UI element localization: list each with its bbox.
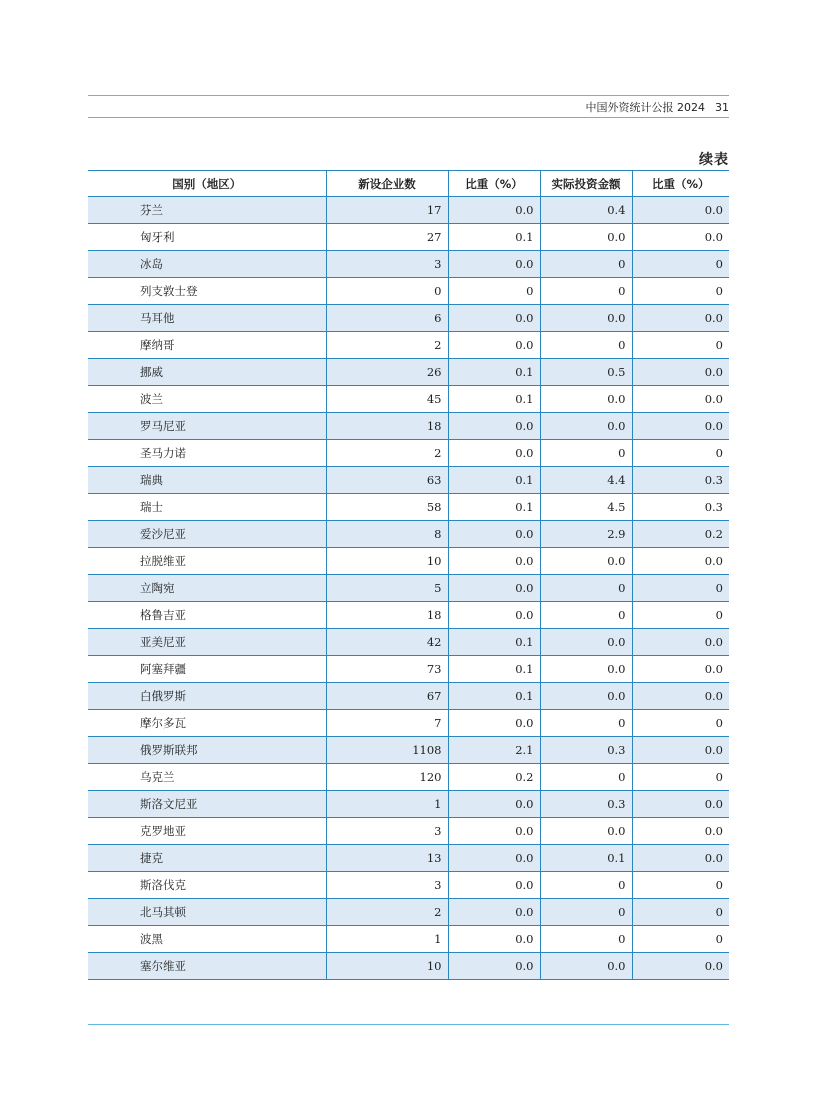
share-enterprises-cell: 0.0 [448, 332, 540, 359]
actual-investment-cell: 0 [540, 710, 632, 737]
country-cell: 爱沙尼亚 [88, 521, 326, 548]
new-enterprises-cell: 73 [326, 656, 448, 683]
new-enterprises-cell: 67 [326, 683, 448, 710]
share-enterprises-cell: 0.0 [448, 926, 540, 953]
new-enterprises-cell: 18 [326, 602, 448, 629]
new-enterprises-cell: 26 [326, 359, 448, 386]
country-cell: 马耳他 [88, 305, 326, 332]
new-enterprises-cell: 10 [326, 953, 448, 980]
country-cell: 斯洛伐克 [88, 872, 326, 899]
new-enterprises-cell: 42 [326, 629, 448, 656]
new-enterprises-cell: 63 [326, 467, 448, 494]
column-header-new-enterprises: 新设企业数 [326, 171, 448, 197]
table-row [88, 629, 729, 656]
actual-investment-cell: 0.0 [540, 953, 632, 980]
table-row [88, 413, 729, 440]
country-cell: 塞尔维亚 [88, 953, 326, 980]
country-cell: 罗马尼亚 [88, 413, 326, 440]
share-investment-cell: 0.0 [632, 413, 729, 440]
table-row [88, 494, 729, 521]
share-enterprises-cell: 0.0 [448, 575, 540, 602]
share-enterprises-cell: 0.0 [448, 791, 540, 818]
share-investment-cell: 0.0 [632, 197, 729, 224]
actual-investment-cell: 0.0 [540, 305, 632, 332]
new-enterprises-cell: 2 [326, 332, 448, 359]
actual-investment-cell: 0 [540, 332, 632, 359]
share-enterprises-cell: 0.0 [448, 899, 540, 926]
country-cell: 阿塞拜疆 [88, 656, 326, 683]
share-investment-cell: 0.3 [632, 467, 729, 494]
table-row [88, 305, 729, 332]
country-cell: 瑞典 [88, 467, 326, 494]
table-row [88, 710, 729, 737]
share-enterprises-cell: 0.1 [448, 224, 540, 251]
actual-investment-cell: 0.5 [540, 359, 632, 386]
actual-investment-cell: 0 [540, 440, 632, 467]
column-header-actual-investment: 实际投资金额 [540, 171, 632, 197]
share-investment-cell: 0.0 [632, 683, 729, 710]
table-row [88, 386, 729, 413]
share-investment-cell: 0.0 [632, 845, 729, 872]
country-cell: 立陶宛 [88, 575, 326, 602]
share-enterprises-cell: 0.0 [448, 602, 540, 629]
actual-investment-cell: 0.0 [540, 413, 632, 440]
table-row [88, 575, 729, 602]
share-enterprises-cell: 0.1 [448, 683, 540, 710]
new-enterprises-cell: 2 [326, 440, 448, 467]
new-enterprises-cell: 10 [326, 548, 448, 575]
actual-investment-cell: 0 [540, 575, 632, 602]
table-row [88, 818, 729, 845]
table-row [88, 440, 729, 467]
table-row [88, 845, 729, 872]
actual-investment-cell: 2.9 [540, 521, 632, 548]
table-row [88, 521, 729, 548]
new-enterprises-cell: 27 [326, 224, 448, 251]
table-row [88, 197, 729, 224]
share-enterprises-cell: 0 [448, 278, 540, 305]
column-header-share-enterprises: 比重（%） [448, 171, 540, 197]
share-enterprises-cell: 0.0 [448, 251, 540, 278]
country-cell: 格鲁吉亚 [88, 602, 326, 629]
share-investment-cell: 0 [632, 440, 729, 467]
table-row [88, 872, 729, 899]
share-investment-cell: 0.0 [632, 305, 729, 332]
new-enterprises-cell: 120 [326, 764, 448, 791]
share-investment-cell: 0 [632, 926, 729, 953]
new-enterprises-cell: 58 [326, 494, 448, 521]
share-investment-cell: 0.0 [632, 224, 729, 251]
actual-investment-cell: 0 [540, 872, 632, 899]
share-investment-cell: 0 [632, 278, 729, 305]
new-enterprises-cell: 3 [326, 818, 448, 845]
actual-investment-cell: 0.0 [540, 224, 632, 251]
actual-investment-cell: 0.3 [540, 737, 632, 764]
actual-investment-cell: 0.0 [540, 656, 632, 683]
share-enterprises-cell: 0.1 [448, 494, 540, 521]
new-enterprises-cell: 1 [326, 791, 448, 818]
share-enterprises-cell: 0.0 [448, 440, 540, 467]
actual-investment-cell: 0.4 [540, 197, 632, 224]
actual-investment-cell: 0.0 [540, 683, 632, 710]
share-investment-cell: 0 [632, 710, 729, 737]
actual-investment-cell: 0 [540, 764, 632, 791]
footer-rule [88, 1024, 729, 1025]
actual-investment-cell: 0 [540, 278, 632, 305]
new-enterprises-cell: 7 [326, 710, 448, 737]
share-investment-cell: 0 [632, 764, 729, 791]
share-investment-cell: 0.0 [632, 359, 729, 386]
actual-investment-cell: 0.0 [540, 548, 632, 575]
table-row [88, 764, 729, 791]
share-enterprises-cell: 0.0 [448, 872, 540, 899]
table-row [88, 926, 729, 953]
share-investment-cell: 0.0 [632, 386, 729, 413]
actual-investment-cell: 0 [540, 899, 632, 926]
share-investment-cell: 0.0 [632, 548, 729, 575]
table-row [88, 737, 729, 764]
continued-label: 续表 [699, 152, 729, 168]
new-enterprises-cell: 0 [326, 278, 448, 305]
actual-investment-cell: 0.0 [540, 386, 632, 413]
country-cell: 乌克兰 [88, 764, 326, 791]
table-body [88, 197, 729, 980]
share-enterprises-cell: 0.0 [448, 818, 540, 845]
table-row [88, 359, 729, 386]
country-cell: 列支敦士登 [88, 278, 326, 305]
table-row [88, 602, 729, 629]
share-enterprises-cell: 0.0 [448, 845, 540, 872]
table-row [88, 467, 729, 494]
page-number: 31 [715, 101, 729, 114]
actual-investment-cell: 4.4 [540, 467, 632, 494]
share-investment-cell: 0 [632, 872, 729, 899]
share-enterprises-cell: 0.1 [448, 467, 540, 494]
share-investment-cell: 0.0 [632, 818, 729, 845]
country-cell: 波兰 [88, 386, 326, 413]
share-investment-cell: 0 [632, 899, 729, 926]
new-enterprises-cell: 18 [326, 413, 448, 440]
country-cell: 波黑 [88, 926, 326, 953]
country-cell: 克罗地亚 [88, 818, 326, 845]
share-investment-cell: 0 [632, 332, 729, 359]
new-enterprises-cell: 1 [326, 926, 448, 953]
country-cell: 瑞士 [88, 494, 326, 521]
share-enterprises-cell: 0.0 [448, 197, 540, 224]
new-enterprises-cell: 1108 [326, 737, 448, 764]
share-enterprises-cell: 0.1 [448, 656, 540, 683]
actual-investment-cell: 0.1 [540, 845, 632, 872]
header-bottom-rule [88, 117, 729, 118]
table-row [88, 332, 729, 359]
country-cell: 冰岛 [88, 251, 326, 278]
table-row [88, 278, 729, 305]
country-cell: 捷克 [88, 845, 326, 872]
share-enterprises-cell: 0.0 [448, 305, 540, 332]
table-row [88, 224, 729, 251]
share-enterprises-cell: 0.0 [448, 413, 540, 440]
table-row [88, 656, 729, 683]
share-investment-cell: 0.2 [632, 521, 729, 548]
country-cell: 北马其顿 [88, 899, 326, 926]
country-cell: 俄罗斯联邦 [88, 737, 326, 764]
share-investment-cell: 0 [632, 575, 729, 602]
country-cell: 亚美尼亚 [88, 629, 326, 656]
new-enterprises-cell: 6 [326, 305, 448, 332]
actual-investment-cell: 0.0 [540, 818, 632, 845]
new-enterprises-cell: 13 [326, 845, 448, 872]
actual-investment-cell: 4.5 [540, 494, 632, 521]
share-investment-cell: 0 [632, 602, 729, 629]
new-enterprises-cell: 3 [326, 251, 448, 278]
share-investment-cell: 0.3 [632, 494, 729, 521]
country-cell: 匈牙利 [88, 224, 326, 251]
share-investment-cell: 0 [632, 251, 729, 278]
column-header-share-investment: 比重（%） [632, 171, 729, 197]
actual-investment-cell: 0 [540, 251, 632, 278]
country-cell: 斯洛文尼亚 [88, 791, 326, 818]
share-investment-cell: 0.0 [632, 791, 729, 818]
column-header-country: 国别（地区） [88, 171, 326, 197]
new-enterprises-cell: 5 [326, 575, 448, 602]
share-enterprises-cell: 0.1 [448, 629, 540, 656]
share-enterprises-cell: 0.2 [448, 764, 540, 791]
share-enterprises-cell: 0.1 [448, 359, 540, 386]
share-enterprises-cell: 0.0 [448, 710, 540, 737]
share-enterprises-cell: 0.0 [448, 548, 540, 575]
table-header-row [88, 171, 729, 197]
country-cell: 拉脱维亚 [88, 548, 326, 575]
new-enterprises-cell: 45 [326, 386, 448, 413]
investment-table [88, 170, 729, 980]
table-row [88, 548, 729, 575]
table-row [88, 899, 729, 926]
table-row [88, 953, 729, 980]
country-cell: 圣马力诺 [88, 440, 326, 467]
new-enterprises-cell: 3 [326, 872, 448, 899]
share-enterprises-cell: 0.0 [448, 953, 540, 980]
share-enterprises-cell: 0.1 [448, 386, 540, 413]
running-header [586, 99, 730, 115]
country-cell: 挪威 [88, 359, 326, 386]
actual-investment-cell: 0.3 [540, 791, 632, 818]
header-top-rule [88, 95, 729, 96]
new-enterprises-cell: 17 [326, 197, 448, 224]
share-investment-cell: 0.0 [632, 953, 729, 980]
country-cell: 白俄罗斯 [88, 683, 326, 710]
actual-investment-cell: 0 [540, 926, 632, 953]
actual-investment-cell: 0.0 [540, 629, 632, 656]
share-investment-cell: 0.0 [632, 656, 729, 683]
country-cell: 芬兰 [88, 197, 326, 224]
new-enterprises-cell: 8 [326, 521, 448, 548]
country-cell: 摩尔多瓦 [88, 710, 326, 737]
share-enterprises-cell: 0.0 [448, 521, 540, 548]
publication-title: 中国外资统计公报 2024 [585, 101, 705, 114]
table-row [88, 683, 729, 710]
country-cell: 摩纳哥 [88, 332, 326, 359]
share-investment-cell: 0.0 [632, 629, 729, 656]
table-row [88, 791, 729, 818]
actual-investment-cell: 0 [540, 602, 632, 629]
table-row [88, 251, 729, 278]
share-enterprises-cell: 2.1 [448, 737, 540, 764]
share-investment-cell: 0.0 [632, 737, 729, 764]
new-enterprises-cell: 2 [326, 899, 448, 926]
